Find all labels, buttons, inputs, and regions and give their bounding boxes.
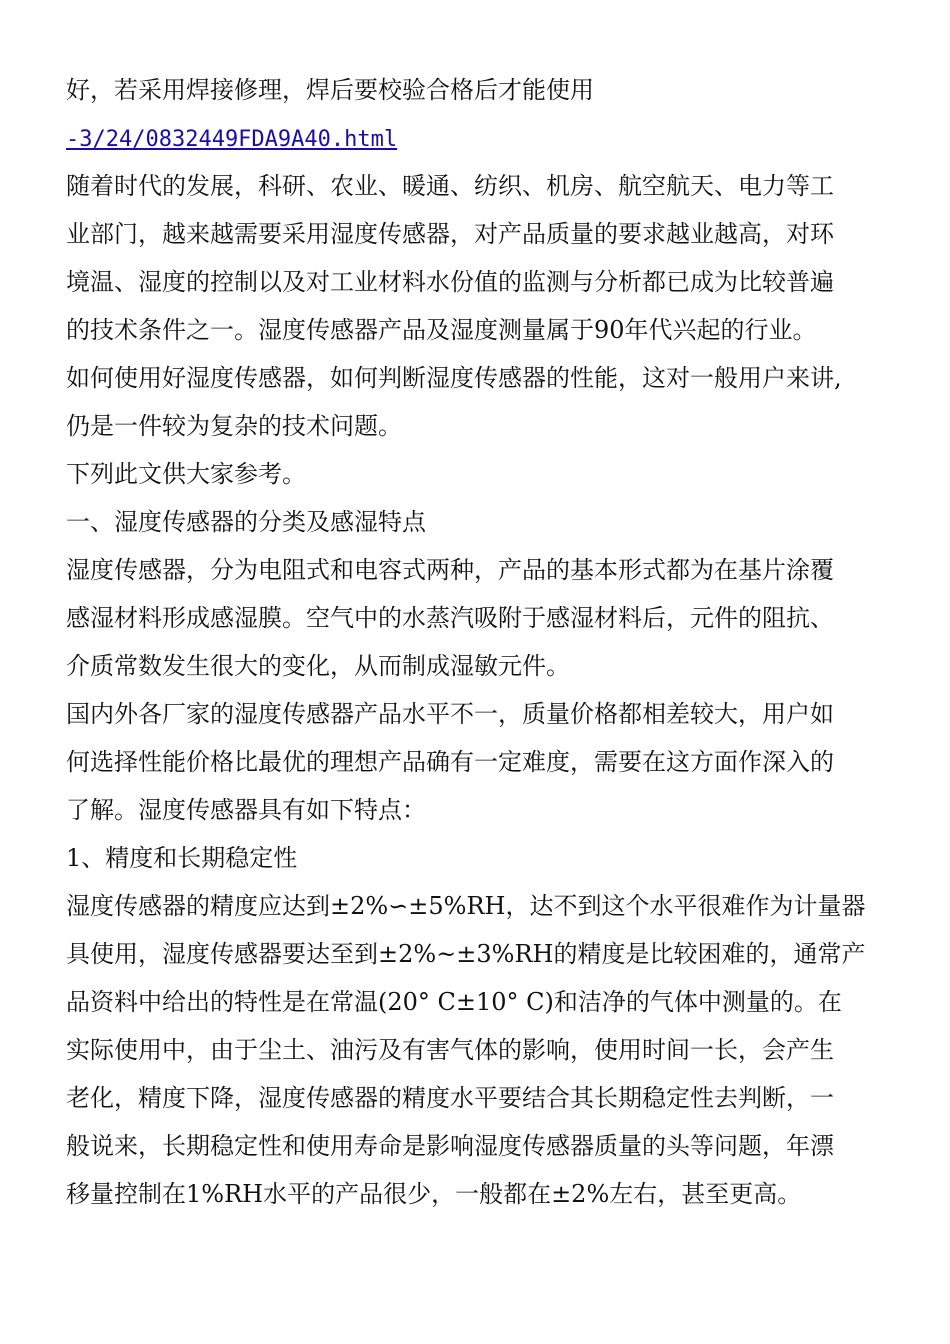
text-line: 境温、湿度的控制以及对工业材料水份值的监测与分析都已成为比较普遍 <box>66 268 834 296</box>
text-line: 实际使用中，由于尘土、油污及有害气体的影响，使用时间一长，会产生 <box>66 1036 834 1064</box>
document-page <box>66 66 896 1218</box>
text-line: 好，若采用焊接修理，焊后要校验合格后才能使用 <box>66 76 594 104</box>
text-line: 了解。湿度传感器具有如下特点： <box>66 796 426 824</box>
text-line: 品资料中给出的特性是在常温(20° C±10° C)和洁净的气体中测量的。在 <box>66 988 842 1016</box>
text-line: 仍是一件较为复杂的技术问题。 <box>66 412 402 440</box>
text-line: 随着时代的发展，科研、农业、暖通、纺织、机房、航空航天、电力等工 <box>66 172 834 200</box>
text-line: 业部门，越来越需要采用湿度传感器，对产品质量的要求越业越高，对环 <box>66 220 834 248</box>
text-line: 般说来，长期稳定性和使用寿命是影响湿度传感器质量的头等问题，年漂 <box>66 1132 834 1160</box>
text-line: 下列此文供大家参考。 <box>66 460 306 488</box>
text-line: 老化，精度下降，湿度传感器的精度水平要结合其长期稳定性去判断，一 <box>66 1084 834 1112</box>
text-line: 湿度传感器，分为电阻式和电容式两种，产品的基本形式都为在基片涂覆 <box>66 556 834 584</box>
text-line: 国内外各厂家的湿度传感器产品水平不一，质量价格都相差较大，用户如 <box>66 700 834 728</box>
text-line: 如何使用好湿度传感器，如何判断湿度传感器的性能，这对一般用户来讲, <box>66 364 842 392</box>
url-link[interactable]: -3/24/0832449FDA9A40.html <box>66 127 398 152</box>
text-line: 湿度传感器的精度应达到±2%∽±5%RH，达不到这个水平很难作为计量器 <box>66 892 866 920</box>
text-line: 的技术条件之一。湿度传感器产品及湿度测量属于90年代兴起的行业。 <box>66 316 817 344</box>
text-line: 介质常数发生很大的变化，从而制成湿敏元件。 <box>66 652 570 680</box>
text-line: 移量控制在1%RH水平的产品很少，一般都在±2%左右，甚至更高。 <box>66 1180 802 1208</box>
text-line: 何选择性能价格比最优的理想产品确有一定难度，需要在这方面作深入的 <box>66 748 834 776</box>
text-line: 具使用，湿度传感器要达至到±2%~±3%RH的精度是比较困难的，通常产 <box>66 940 866 968</box>
text-line: 感湿材料形成感湿膜。空气中的水蒸汽吸附于感湿材料后，元件的阻抗、 <box>66 604 834 632</box>
url-link-line <box>66 114 896 162</box>
subsection-heading: 1、精度和长期稳定性 <box>66 844 298 872</box>
section-heading: 一、湿度传感器的分类及感湿特点 <box>66 508 426 536</box>
